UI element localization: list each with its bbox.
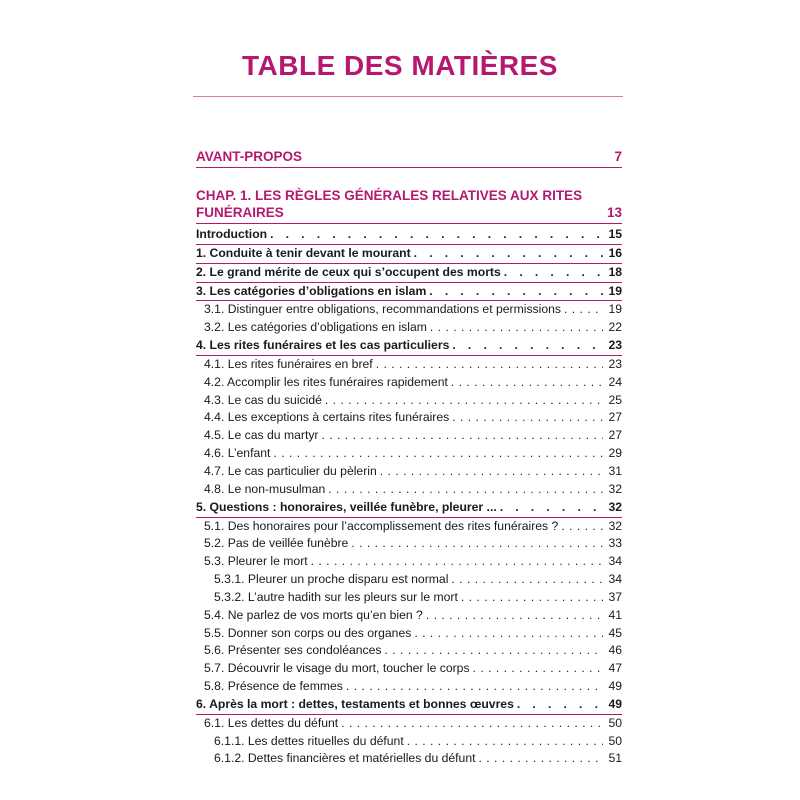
toc-entry[interactable] [196, 733, 622, 751]
dot-leader [351, 535, 603, 553]
toc-entry[interactable] [196, 571, 622, 589]
toc-entry-page-number: 19 [608, 283, 622, 298]
toc-entry-label: 5.8. Présence de femmes [204, 679, 343, 694]
toc-entry-page-number: 49 [608, 696, 622, 711]
dot-leader [385, 642, 603, 660]
toc-entry-page-number: 47 [608, 661, 622, 676]
toc-entry[interactable] [196, 535, 622, 553]
toc-entry-label: 3.2. Les catégories d’obligations en islam [204, 320, 427, 335]
toc-entry-label: 4.6. L’enfant [204, 446, 271, 461]
toc-entry-label: 5.7. Découvrir le visage du mort, toucher le corps [204, 661, 470, 676]
toc-entry-label: 4.4. Les exceptions à certains rites funéraires [204, 410, 450, 425]
title-divider [193, 96, 623, 97]
toc-entry[interactable] [196, 750, 622, 768]
toc-entry-page-number: 50 [608, 733, 622, 748]
toc-entry-page-number: 32 [608, 499, 622, 514]
dot-leader [380, 463, 603, 481]
dot-leader [461, 589, 603, 607]
toc-entry-page-number: 23 [608, 356, 622, 371]
toc-entry[interactable] [196, 337, 622, 356]
toc-entry-label: 6. Après la mort : dettes, testaments et bonnes œuvres [196, 696, 514, 711]
toc-entry-label: 2. Le grand mérite de ceux qui s’occupent des morts [196, 264, 501, 279]
dot-leader [414, 245, 603, 263]
dot-leader [561, 518, 603, 536]
dot-leader [452, 409, 603, 427]
toc-entry-page-number: 34 [608, 572, 622, 587]
toc-entry-label: 1. Conduite à tenir devant le mourant [196, 245, 411, 260]
dot-leader [429, 283, 603, 301]
dot-leader [346, 678, 603, 696]
dot-leader [451, 571, 603, 589]
dot-leader [452, 337, 603, 355]
dot-leader [517, 696, 603, 714]
toc-entry-label: 4.3. Le cas du suicidé [204, 392, 322, 407]
dot-leader [270, 226, 603, 244]
toc-entry-label: 5.6. Présenter ses condoléances [204, 643, 382, 658]
toc-entry[interactable] [196, 589, 622, 607]
page-title: TABLE DES MATIÈRES [242, 50, 558, 81]
toc-entry-label: 5.3. Pleurer le mort [204, 554, 308, 569]
toc-entry-page-number: 37 [608, 589, 622, 604]
toc-entry-label: 3. Les catégories d’obligations en islam [196, 283, 427, 298]
toc-entry[interactable] [196, 678, 622, 696]
toc-entry-page-number: 46 [608, 643, 622, 658]
dot-leader [311, 553, 603, 571]
toc-entry-page-number: 25 [608, 392, 622, 407]
toc-entry[interactable] [196, 301, 622, 319]
toc-entry-label: Introduction [196, 227, 268, 241]
toc-entry-page-number: 15 [608, 227, 622, 241]
toc-entry-label: 4.5. Le cas du martyr [204, 428, 319, 443]
dot-leader [328, 481, 603, 499]
toc-entry[interactable] [196, 715, 622, 733]
dot-leader [451, 374, 603, 392]
toc-entry-list [196, 226, 622, 768]
toc-entry-page-number: 51 [608, 751, 622, 766]
toc-entry[interactable] [196, 445, 622, 463]
toc-entry[interactable] [196, 392, 622, 410]
toc-entry[interactable] [196, 319, 622, 337]
toc-entry[interactable] [196, 463, 622, 481]
toc-entry-label: 5.2. Pas de veillée funèbre [204, 536, 349, 551]
dot-leader [564, 301, 603, 319]
toc-entry-page-number: 33 [608, 536, 622, 551]
toc-entry-label: 6.1.2. Dettes financières et matérielles du défunt [214, 751, 476, 766]
toc-entry-page-number: 50 [608, 715, 622, 730]
toc-entry[interactable] [196, 481, 622, 499]
toc-entry-label: 4.7. Le cas particulier du pèlerin [204, 463, 377, 478]
toc-entry-label: 5.3.2. L’autre hadith sur les pleurs sur le mort [214, 589, 458, 604]
toc-entry-page-number: 16 [608, 245, 622, 260]
toc-entry[interactable] [196, 264, 622, 283]
toc-entry-page-number: 29 [608, 446, 622, 461]
chapter-label: CHAP. 1. LES RÈGLES GÉNÉRALES RELATIVES AUX RITES FUNÉRAIRES [196, 188, 583, 220]
toc-entry[interactable] [196, 356, 622, 374]
toc-entry-page-number: 32 [608, 518, 622, 533]
dot-leader [407, 733, 603, 751]
toc-entry[interactable] [196, 409, 622, 427]
toc-entry-page-number: 31 [608, 463, 622, 478]
dot-leader [321, 427, 603, 445]
toc-entry[interactable] [196, 607, 622, 625]
toc-entry-label: 6.1. Les dettes du défunt [204, 715, 339, 730]
toc-chapter-1[interactable] [196, 187, 622, 224]
dot-leader [473, 660, 603, 678]
table-of-contents [196, 143, 622, 768]
toc-entry-page-number: 22 [608, 320, 622, 335]
toc-entry-label: 6.1.1. Les dettes rituelles du défunt [214, 733, 404, 748]
dot-leader [430, 319, 603, 337]
toc-entry-page-number: 18 [608, 264, 622, 279]
chapter-page-number: 13 [606, 205, 622, 220]
toc-entry-page-number: 45 [608, 625, 622, 640]
dot-leader [500, 499, 603, 517]
dot-leader [504, 264, 603, 282]
toc-chapter-avant-propos[interactable] [196, 148, 622, 168]
toc-entry[interactable] [196, 660, 622, 678]
chapter-label: AVANT-PROPOS [196, 149, 303, 164]
toc-entry-page-number: 49 [608, 679, 622, 694]
dot-leader [273, 445, 603, 463]
toc-entry-label: 3.1. Distinguer entre obligations, recommandations et permissions [204, 302, 562, 317]
toc-entry-page-number: 19 [608, 302, 622, 317]
toc-entry-page-number: 34 [608, 554, 622, 569]
toc-entry[interactable] [196, 374, 622, 392]
toc-entry-page-number: 27 [608, 428, 622, 443]
toc-entry[interactable] [196, 226, 622, 245]
toc-entry[interactable] [196, 245, 622, 264]
toc-entry-label: 5. Questions : honoraires, veillée funèbre, pleurer ... [196, 499, 497, 514]
toc-entry[interactable] [196, 518, 622, 536]
chapter-page-number: 7 [614, 149, 622, 164]
toc-entry-page-number: 32 [608, 481, 622, 496]
toc-entry[interactable] [196, 499, 622, 518]
dot-leader [479, 750, 603, 768]
toc-entry-page-number: 41 [608, 607, 622, 622]
dot-leader [341, 715, 603, 733]
toc-entry-page-number: 27 [608, 410, 622, 425]
toc-entry[interactable] [196, 553, 622, 571]
toc-entry-label: 5.5. Donner son corps ou des organes [204, 625, 412, 640]
dot-leader [325, 392, 603, 410]
toc-entry[interactable] [196, 696, 622, 715]
toc-entry[interactable] [196, 283, 622, 302]
toc-entry[interactable] [196, 642, 622, 660]
toc-entry-label: 5.3.1. Pleurer un proche disparu est normal [214, 572, 449, 587]
toc-entry-label: 4.8. Le non-musulman [204, 481, 326, 496]
toc-entry[interactable] [196, 625, 622, 643]
dot-leader [414, 625, 603, 643]
toc-entry-label: 5.1. Des honoraires pour l’accomplissement des rites funéraires ? [204, 518, 559, 533]
toc-entry-label: 4.1. Les rites funéraires en bref [204, 356, 373, 371]
dot-leader [426, 607, 603, 625]
dot-leader [376, 356, 603, 374]
toc-entry[interactable] [196, 427, 622, 445]
toc-entry-label: 4. Les rites funéraires et les cas particuliers [196, 338, 450, 353]
toc-entry-page-number: 23 [608, 338, 622, 353]
toc-entry-label: 5.4. Ne parlez de vos morts qu’en bien ? [204, 607, 423, 622]
toc-entry-page-number: 24 [608, 374, 622, 389]
toc-entry-label: 4.2. Accomplir les rites funéraires rapidement [204, 374, 448, 389]
